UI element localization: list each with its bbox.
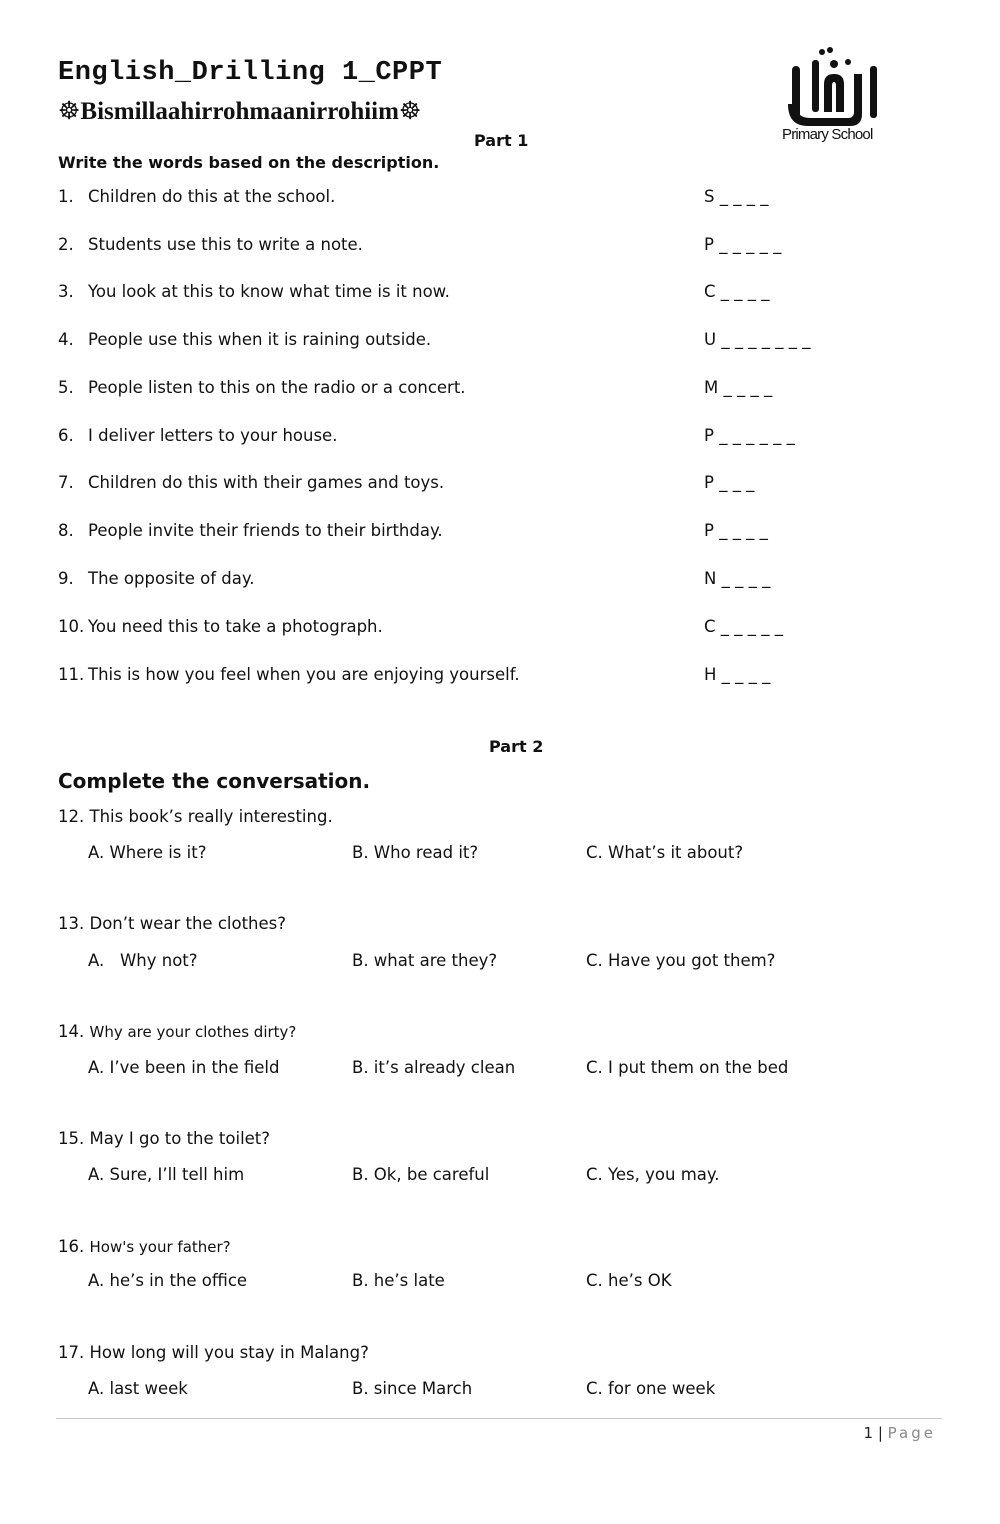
list-item	[58, 282, 858, 306]
word-blank: P _ _ _ _	[704, 521, 768, 540]
item-number: 11.	[58, 665, 85, 684]
option-a: A. Sure, I’ll tell him	[88, 1165, 245, 1184]
item-number: 9.	[58, 569, 74, 588]
question	[58, 1129, 270, 1148]
option-a: A. I’ve been in the field	[88, 1058, 280, 1077]
option-c: C. for one week	[586, 1379, 716, 1398]
item-number: 1.	[58, 187, 74, 206]
list-item	[58, 426, 858, 450]
option-b: B. what are they?	[352, 951, 498, 970]
item-description: People invite their friends to their birthday.	[88, 521, 443, 540]
footer-separator: |	[873, 1424, 888, 1442]
item-description: Children do this at the school.	[88, 187, 336, 206]
item-number: 7.	[58, 473, 74, 492]
item-number: 5.	[58, 378, 74, 397]
question	[58, 914, 286, 933]
part1-label: Part 1	[474, 131, 529, 150]
part2-label: Part 2	[489, 737, 544, 756]
list-item	[58, 235, 858, 259]
item-number: 3.	[58, 282, 74, 301]
document-title: English_Drilling 1_CPPT	[58, 58, 443, 88]
item-number: 10.	[58, 617, 85, 636]
page-number: 1	[863, 1424, 874, 1442]
option-c: C. Yes, you may.	[586, 1165, 720, 1184]
item-description: You look at this to know what time is it now.	[88, 282, 450, 301]
item-description: You need this to take a photograph.	[88, 617, 383, 636]
part1-instruction: Write the words based on the description.	[58, 153, 440, 172]
question-number: 13.	[58, 914, 85, 933]
option-a: A. Where is it?	[88, 843, 207, 862]
option-c: C. he’s OK	[586, 1271, 672, 1290]
question-number: 16.	[58, 1237, 85, 1256]
option-c: C. What’s it about?	[586, 843, 744, 862]
list-item	[58, 665, 858, 689]
document-subtitle: ☸Bismillaahirrohmaanirrohiim☸	[58, 98, 422, 125]
word-blank: U _ _ _ _ _ _ _	[704, 330, 811, 349]
word-blank: S _ _ _ _	[704, 187, 769, 206]
question-text: How's your father?	[89, 1238, 231, 1256]
option-b: B. it’s already clean	[352, 1058, 516, 1077]
option-c: C. I put them on the bed	[586, 1058, 789, 1077]
word-blank: M _ _ _ _	[704, 378, 773, 397]
question	[58, 1022, 296, 1041]
question-number: 17.	[58, 1343, 85, 1362]
list-item	[58, 378, 858, 402]
question	[58, 807, 333, 826]
question-number: 12.	[58, 807, 85, 826]
word-blank: N _ _ _ _	[704, 569, 771, 588]
item-number: 2.	[58, 235, 74, 254]
item-description: People listen to this on the radio or a concert.	[88, 378, 466, 397]
list-item	[58, 330, 858, 354]
option-b: B. Ok, be careful	[352, 1165, 490, 1184]
question	[58, 1237, 231, 1256]
item-number: 6.	[58, 426, 74, 445]
list-item	[58, 187, 858, 211]
question-number: 14.	[58, 1022, 85, 1041]
option-a: A. Why not?	[88, 951, 198, 970]
item-description: This is how you feel when you are enjoying yourself.	[88, 665, 520, 684]
question-text: This book’s really interesting.	[89, 807, 333, 826]
option-a: A. he’s in the office	[88, 1271, 248, 1290]
list-item	[58, 569, 858, 593]
option-b: B. since March	[352, 1379, 473, 1398]
item-description: Students use this to write a note.	[88, 235, 363, 254]
option-b: B. Who read it?	[352, 843, 479, 862]
item-description: The opposite of day.	[88, 569, 255, 588]
question-text: May I go to the toilet?	[89, 1129, 271, 1148]
word-blank: H _ _ _ _	[704, 665, 771, 684]
item-number: 8.	[58, 521, 74, 540]
page-word: Page	[887, 1424, 936, 1442]
word-blank: P _ _ _	[704, 473, 755, 492]
page-footer	[864, 1424, 936, 1442]
list-item	[58, 521, 858, 545]
question	[58, 1343, 369, 1362]
word-blank: C _ _ _ _	[704, 282, 770, 301]
footer-divider	[56, 1418, 942, 1419]
question-text: Why are your clothes dirty?	[89, 1023, 297, 1041]
word-blank: P _ _ _ _ _ _	[704, 426, 795, 445]
list-item	[58, 473, 858, 497]
word-blank: P _ _ _ _ _	[704, 235, 782, 254]
question-text: How long will you stay in Malang?	[89, 1343, 369, 1362]
part2-instruction: Complete the conversation.	[58, 769, 371, 793]
item-description: People use this when it is raining outside.	[88, 330, 432, 349]
item-number: 4.	[58, 330, 74, 349]
option-a: A. last week	[88, 1379, 188, 1398]
item-description: Children do this with their games and toys.	[88, 473, 445, 492]
item-description: I deliver letters to your house.	[88, 426, 338, 445]
word-blank: C _ _ _ _ _	[704, 617, 783, 636]
option-c: C. Have you got them?	[586, 951, 776, 970]
logo-caption: Primary School	[782, 126, 873, 143]
question-text: Don’t wear the clothes?	[89, 914, 287, 933]
option-b: B. he’s late	[352, 1271, 445, 1290]
question-number: 15.	[58, 1129, 85, 1148]
list-item	[58, 617, 858, 641]
